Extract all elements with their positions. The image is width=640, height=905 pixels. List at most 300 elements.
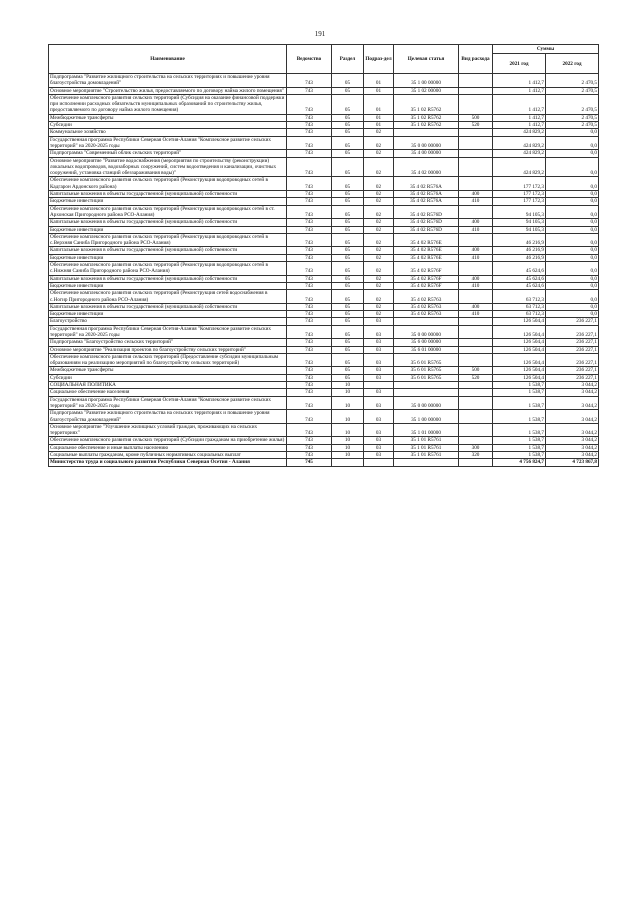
row-ministry: 743: [287, 247, 332, 254]
row-expense: [459, 325, 493, 339]
row-name: Капитальные вложения в объекты государственной (муниципальной) собственности: [49, 275, 287, 282]
header-expense: Вид расхода: [459, 45, 493, 74]
row-sum-2022: 0,0: [546, 254, 599, 261]
row-ministry: 743: [287, 437, 332, 444]
row-sum-2022: 4 723 867,8: [546, 459, 599, 466]
row-expense: 500: [459, 114, 493, 121]
row-name: Бюджетные инвестиции: [49, 226, 287, 233]
row-target: [394, 389, 459, 396]
row-subsection: 01: [364, 87, 394, 94]
row-section: 10: [332, 444, 364, 451]
row-section: 10: [332, 452, 364, 459]
table-row: [49, 423, 599, 437]
row-subsection: 02: [364, 254, 394, 261]
row-sum-2022: 2 470,5: [546, 122, 599, 129]
row-ministry: 743: [287, 150, 332, 157]
row-target: 35 1 02 00000: [394, 87, 459, 94]
row-subsection: 02: [364, 129, 394, 136]
row-sum-2021: 1 412,7: [493, 94, 546, 114]
table-row: [49, 367, 599, 374]
row-expense: [459, 410, 493, 424]
row-name: Обеспечение комплексного развития сельских территорий (Реконструкция водопроводных сетей в ст. Архонская Пригородного района РСО-Алания): [49, 205, 287, 219]
row-subsection: 03: [364, 444, 394, 451]
row-sum-2021: 126 504,4: [493, 367, 546, 374]
row-ministry: 743: [287, 157, 332, 177]
row-target: [394, 382, 459, 389]
row-sum-2022: 236 227,1: [546, 374, 599, 381]
row-subsection: 02: [364, 303, 394, 310]
table-row: [49, 129, 599, 136]
row-target: 35 1 02 R5762: [394, 94, 459, 114]
row-sum-2022: 0,0: [546, 233, 599, 247]
row-expense: [459, 318, 493, 325]
row-subsection: 02: [364, 275, 394, 282]
row-sum-2021: 63 712,3: [493, 311, 546, 318]
table-row: [49, 437, 599, 444]
row-sum-2022: 0,0: [546, 205, 599, 219]
row-name: Государственная программа Республики Северная Осетия-Алания "Комплексное развитие сельских территорий" на 2020-2025 годы: [49, 136, 287, 150]
row-sum-2022: 236 227,1: [546, 367, 599, 374]
row-ministry: 743: [287, 325, 332, 339]
row-sum-2022: 0,0: [546, 191, 599, 198]
table-row: [49, 191, 599, 198]
row-sum-2022: 0,0: [546, 157, 599, 177]
row-ministry: 743: [287, 374, 332, 381]
row-name: Бюджетные инвестиции: [49, 282, 287, 289]
row-target: 35 6 00 00000: [394, 339, 459, 346]
row-sum-2022: 3 044,2: [546, 444, 599, 451]
row-expense: [459, 233, 493, 247]
row-expense: 410: [459, 198, 493, 205]
row-subsection: 03: [364, 318, 394, 325]
table-row: [49, 275, 599, 282]
row-name: Капитальные вложения в объекты государственной (муниципальной) собственности: [49, 303, 287, 310]
row-name: Бюджетные инвестиции: [49, 311, 287, 318]
row-ministry: 743: [287, 136, 332, 150]
row-sum-2022: 2 470,5: [546, 74, 599, 88]
header-subsection: Подраз-дел: [364, 45, 394, 74]
row-target: 35 4 02 R576F: [394, 275, 459, 282]
header-year-2022: 2022 год: [546, 54, 599, 74]
row-name: Коммунальное хозяйство: [49, 129, 287, 136]
row-sum-2022: 236 227,1: [546, 339, 599, 346]
table-row: [49, 254, 599, 261]
row-expense: 410: [459, 282, 493, 289]
row-subsection: 03: [364, 452, 394, 459]
header-section: Раздел: [332, 45, 364, 74]
row-name: Подпрограмма "Благоустройство сельских территорий": [49, 339, 287, 346]
table-row: [49, 396, 599, 410]
row-sum-2022: 0,0: [546, 219, 599, 226]
row-section: 05: [332, 122, 364, 129]
row-section: 05: [332, 325, 364, 339]
row-name: Государственная программа Республики Северная Осетия-Алания "Комплексное развитие сельских территорий" на 2020-2025 годы: [49, 396, 287, 410]
row-ministry: 743: [287, 389, 332, 396]
table-row: [49, 233, 599, 247]
table-row: [49, 353, 599, 367]
row-section: 05: [332, 150, 364, 157]
row-section: 05: [332, 275, 364, 282]
row-target: [394, 459, 459, 466]
row-target: 35 4 02 R576A: [394, 191, 459, 198]
row-sum-2021: 1 538,7: [493, 389, 546, 396]
row-subsection: 02: [364, 247, 394, 254]
row-section: 05: [332, 219, 364, 226]
row-target: 35 4 02 00000: [394, 157, 459, 177]
row-subsection: 02: [364, 226, 394, 233]
row-section: 10: [332, 423, 364, 437]
row-sum-2022: 236 227,1: [546, 325, 599, 339]
row-name: Обеспечение комплексного развития сельских территорий (Реконструкция сетей водоснабжения в с.Ногир Пригородного района РСО-Алания): [49, 290, 287, 304]
row-sum-2021: 4 756 824,7: [493, 459, 546, 466]
row-section: 10: [332, 437, 364, 444]
row-target: 35 1 02 R5762: [394, 122, 459, 129]
row-section: 05: [332, 74, 364, 88]
row-sum-2022: 3 044,2: [546, 389, 599, 396]
row-section: 05: [332, 191, 364, 198]
row-section: 05: [332, 205, 364, 219]
row-subsection: 03: [364, 389, 394, 396]
row-sum-2022: 236 227,1: [546, 346, 599, 353]
row-sum-2021: 424 829,2: [493, 129, 546, 136]
row-name: Основное мероприятие "Реализация проектов по благоустройству сельских территорий": [49, 346, 287, 353]
row-section: 05: [332, 367, 364, 374]
row-name: Обеспечение комплексного развития сельских территорий (Реконструкция водопроводных сетей в с.Верхняя Саниба Пригородного района РСО-Алания): [49, 233, 287, 247]
row-ministry: 743: [287, 303, 332, 310]
row-ministry: 743: [287, 94, 332, 114]
row-sum-2021: 1 538,7: [493, 452, 546, 459]
row-expense: [459, 74, 493, 88]
table-row: [49, 219, 599, 226]
row-subsection: [364, 459, 394, 466]
row-name: Министерство труда и социального развития Республики Северная Осетия - Алания: [49, 459, 287, 466]
row-subsection: 02: [364, 157, 394, 177]
table-row: [49, 74, 599, 88]
row-expense: 300: [459, 444, 493, 451]
row-target: 35 4 02 R5763: [394, 290, 459, 304]
row-sum-2021: 1 412,7: [493, 87, 546, 94]
row-sum-2021: 1 538,7: [493, 396, 546, 410]
row-expense: 520: [459, 122, 493, 129]
budget-table: [48, 44, 599, 467]
row-subsection: 02: [364, 290, 394, 304]
row-sum-2022: 0,0: [546, 275, 599, 282]
row-target: 35 4 02 R576E: [394, 254, 459, 261]
row-section: 05: [332, 282, 364, 289]
row-sum-2021: 63 712,3: [493, 290, 546, 304]
row-subsection: 02: [364, 150, 394, 157]
row-subsection: [364, 382, 394, 389]
row-subsection: 03: [364, 325, 394, 339]
row-target: [394, 318, 459, 325]
row-target: 35 1 01 00000: [394, 423, 459, 437]
row-sum-2022: 0,0: [546, 226, 599, 233]
header-name: Наименование: [49, 45, 287, 74]
row-ministry: 743: [287, 290, 332, 304]
row-name: Социальное обеспечение населения: [49, 389, 287, 396]
row-ministry: 743: [287, 353, 332, 367]
row-sum-2022: 0,0: [546, 311, 599, 318]
row-expense: [459, 87, 493, 94]
header-sums: Суммы: [493, 45, 599, 54]
row-target: 35 4 02 R576E: [394, 233, 459, 247]
row-name: Обеспечение комплексного развития сельских территорий (Реконструкция водопроводных сетей в с.Нижняя Саниба Пригородного района РСО-Алания): [49, 262, 287, 276]
row-section: 05: [332, 157, 364, 177]
row-expense: [459, 94, 493, 114]
row-sum-2022: 3 044,2: [546, 437, 599, 444]
row-section: 05: [332, 233, 364, 247]
row-ministry: 743: [287, 129, 332, 136]
row-sum-2022: 236 227,1: [546, 318, 599, 325]
row-section: 05: [332, 311, 364, 318]
row-name: Бюджетные инвестиции: [49, 198, 287, 205]
row-section: 05: [332, 318, 364, 325]
row-ministry: 743: [287, 205, 332, 219]
row-sum-2021: 126 504,4: [493, 346, 546, 353]
table-row: [49, 444, 599, 451]
table-row: [49, 374, 599, 381]
row-expense: 400: [459, 303, 493, 310]
row-target: 35 6 01 00000: [394, 346, 459, 353]
row-sum-2022: 3 044,2: [546, 452, 599, 459]
row-ministry: 743: [287, 177, 332, 191]
row-expense: [459, 423, 493, 437]
row-target: 35 1 01 R5761: [394, 437, 459, 444]
row-section: 05: [332, 94, 364, 114]
row-target: 35 1 01 R5761: [394, 452, 459, 459]
row-ministry: 743: [287, 423, 332, 437]
row-name: Бюджетные инвестиции: [49, 254, 287, 261]
row-section: 05: [332, 290, 364, 304]
table-row: [49, 282, 599, 289]
row-sum-2021: 424 829,2: [493, 150, 546, 157]
row-ministry: 743: [287, 198, 332, 205]
header-row: [49, 45, 599, 54]
table-row: [49, 339, 599, 346]
row-subsection: 02: [364, 282, 394, 289]
row-expense: [459, 396, 493, 410]
table-row: [49, 150, 599, 157]
row-section: 05: [332, 303, 364, 310]
row-expense: [459, 177, 493, 191]
row-target: 35 6 01 R5765: [394, 353, 459, 367]
row-sum-2021: 46 216,9: [493, 247, 546, 254]
row-sum-2021: 63 712,3: [493, 303, 546, 310]
table-row: [49, 205, 599, 219]
row-name: Капитальные вложения в объекты государственной (муниципальной) собственности: [49, 191, 287, 198]
row-target: [394, 129, 459, 136]
row-target: 35 4 02 R5763: [394, 303, 459, 310]
row-section: 05: [332, 339, 364, 346]
row-name: Межбюджетные трансферты: [49, 367, 287, 374]
row-ministry: 743: [287, 191, 332, 198]
row-subsection: 02: [364, 311, 394, 318]
row-expense: 400: [459, 219, 493, 226]
row-subsection: 01: [364, 94, 394, 114]
row-ministry: 743: [287, 367, 332, 374]
table-row: [49, 94, 599, 114]
row-ministry: 745: [287, 459, 332, 466]
row-target: 35 0 00 00000: [394, 396, 459, 410]
row-expense: [459, 129, 493, 136]
table-row: [49, 290, 599, 304]
table-row: [49, 389, 599, 396]
row-name: Подпрограмма "Современный облик сельских территорий": [49, 150, 287, 157]
row-name: Основное мероприятие "Улучшение жилищных условий граждан, проживающих на сельских территориях": [49, 423, 287, 437]
row-sum-2021: 126 504,4: [493, 325, 546, 339]
row-subsection: 02: [364, 205, 394, 219]
row-name: Социальные выплаты гражданам, кроме публичных нормативных социальных выплат: [49, 452, 287, 459]
row-subsection: 02: [364, 262, 394, 276]
row-sum-2021: 126 504,4: [493, 339, 546, 346]
row-subsection: 02: [364, 233, 394, 247]
header-ministry: Ведомство: [287, 45, 332, 74]
table-row: [49, 157, 599, 177]
row-subsection: 02: [364, 219, 394, 226]
row-expense: [459, 150, 493, 157]
row-subsection: 01: [364, 114, 394, 121]
row-expense: 320: [459, 452, 493, 459]
table-row: [49, 262, 599, 276]
row-sum-2022: 3 044,2: [546, 396, 599, 410]
row-ministry: 743: [287, 226, 332, 233]
row-sum-2022: 236 227,1: [546, 353, 599, 367]
row-section: [332, 459, 364, 466]
row-section: 10: [332, 382, 364, 389]
row-sum-2021: 94 105,3: [493, 205, 546, 219]
header-year-2021: 2021 год: [493, 54, 546, 74]
row-target: 35 4 02 R576D: [394, 226, 459, 233]
table-row: [49, 346, 599, 353]
row-subsection: 03: [364, 410, 394, 424]
row-target: 35 1 00 00000: [394, 74, 459, 88]
table-row: [49, 122, 599, 129]
row-ministry: 743: [287, 444, 332, 451]
row-section: 05: [332, 346, 364, 353]
row-section: 05: [332, 87, 364, 94]
row-ministry: 743: [287, 233, 332, 247]
row-section: 05: [332, 353, 364, 367]
row-target: 35 4 00 00000: [394, 150, 459, 157]
row-subsection: 03: [364, 367, 394, 374]
row-name: Капитальные вложения в объекты государственной (муниципальной) собственности: [49, 247, 287, 254]
row-target: 35 4 02 R576A: [394, 198, 459, 205]
row-ministry: 743: [287, 275, 332, 282]
table-row: [49, 87, 599, 94]
row-target: 35 4 02 R576F: [394, 262, 459, 276]
row-expense: 400: [459, 247, 493, 254]
row-target: 35 6 01 R5765: [394, 367, 459, 374]
row-expense: [459, 437, 493, 444]
row-sum-2022: 3 044,2: [546, 423, 599, 437]
row-name: Обеспечение комплексного развития сельских территорий (Предоставление субсидии муниципальным образованиям на реализацию мероприятий по благоустройству сельских территорий): [49, 353, 287, 367]
row-sum-2022: 3 044,2: [546, 382, 599, 389]
row-ministry: 743: [287, 74, 332, 88]
row-sum-2021: 126 504,4: [493, 374, 546, 381]
table-row: [49, 311, 599, 318]
row-section: 05: [332, 177, 364, 191]
row-sum-2021: 94 105,3: [493, 226, 546, 233]
row-name: Субсидии: [49, 122, 287, 129]
row-name: Субсидии: [49, 374, 287, 381]
row-subsection: 02: [364, 198, 394, 205]
row-expense: [459, 389, 493, 396]
row-name: Основное мероприятие "Развитие водоснабжения (мероприятия по строительству (реконструкции) локальных водопроводов, водозаборных сооружений, систем водоотведения и канализации, очистных сооружений, установка станций обеззараживания воды)": [49, 157, 287, 177]
table-row: [49, 177, 599, 191]
row-name: Капитальные вложения в объекты государственной (муниципальной) собственности: [49, 219, 287, 226]
row-target: 35 6 01 R5765: [394, 374, 459, 381]
row-sum-2021: 45 624,6: [493, 275, 546, 282]
row-sum-2022: 3 044,2: [546, 410, 599, 424]
row-sum-2021: 1 538,7: [493, 410, 546, 424]
row-expense: [459, 459, 493, 466]
row-target: 35 4 02 R576F: [394, 282, 459, 289]
row-sum-2022: 0,0: [546, 198, 599, 205]
row-sum-2022: 0,0: [546, 290, 599, 304]
row-subsection: 02: [364, 177, 394, 191]
row-section: 05: [332, 374, 364, 381]
table-row: [49, 198, 599, 205]
row-ministry: 743: [287, 122, 332, 129]
row-sum-2021: 45 624,6: [493, 262, 546, 276]
row-sum-2021: 1 538,7: [493, 444, 546, 451]
row-target: 35 4 02 R5763: [394, 311, 459, 318]
row-expense: [459, 346, 493, 353]
row-sum-2021: 424 829,2: [493, 157, 546, 177]
row-name: Основное мероприятие "Строительство жилья, предоставляемого по договору найма жилого помещения": [49, 87, 287, 94]
row-subsection: 01: [364, 122, 394, 129]
row-target: 35 4 02 R576E: [394, 247, 459, 254]
row-target: 35 1 00 00000: [394, 410, 459, 424]
row-section: 05: [332, 226, 364, 233]
table-row: [49, 325, 599, 339]
row-expense: [459, 136, 493, 150]
row-subsection: 02: [364, 191, 394, 198]
row-expense: [459, 262, 493, 276]
row-subsection: 03: [364, 346, 394, 353]
row-sum-2021: 1 538,7: [493, 437, 546, 444]
row-sum-2021: 1 538,7: [493, 382, 546, 389]
row-ministry: 743: [287, 396, 332, 410]
row-sum-2022: 0,0: [546, 129, 599, 136]
table-row: [49, 247, 599, 254]
row-section: 05: [332, 129, 364, 136]
row-expense: 500: [459, 367, 493, 374]
row-ministry: 743: [287, 382, 332, 389]
row-subsection: 01: [364, 74, 394, 88]
row-name: Благоустройство: [49, 318, 287, 325]
row-sum-2022: 0,0: [546, 136, 599, 150]
row-subsection: 03: [364, 423, 394, 437]
row-expense: [459, 382, 493, 389]
row-ministry: 743: [287, 311, 332, 318]
row-expense: [459, 353, 493, 367]
row-target: 35 0 00 00000: [394, 325, 459, 339]
row-name: Обеспечение комплексного развития сельских территорий (Субсидии гражданам на приобретение жилья): [49, 437, 287, 444]
row-ministry: 743: [287, 410, 332, 424]
row-name: Государственная программа Республики Северная Осетия-Алания "Комплексное развитие сельских территорий" на 2020-2025 годы: [49, 325, 287, 339]
row-target: 35 4 02 R576D: [394, 219, 459, 226]
row-subsection: 03: [364, 374, 394, 381]
row-sum-2021: 45 624,6: [493, 282, 546, 289]
table-row: [49, 303, 599, 310]
row-sum-2022: 0,0: [546, 150, 599, 157]
row-expense: [459, 339, 493, 346]
row-sum-2021: 1 412,7: [493, 74, 546, 88]
row-target: 35 0 00 00000: [394, 136, 459, 150]
table-row: [49, 136, 599, 150]
row-expense: 400: [459, 191, 493, 198]
